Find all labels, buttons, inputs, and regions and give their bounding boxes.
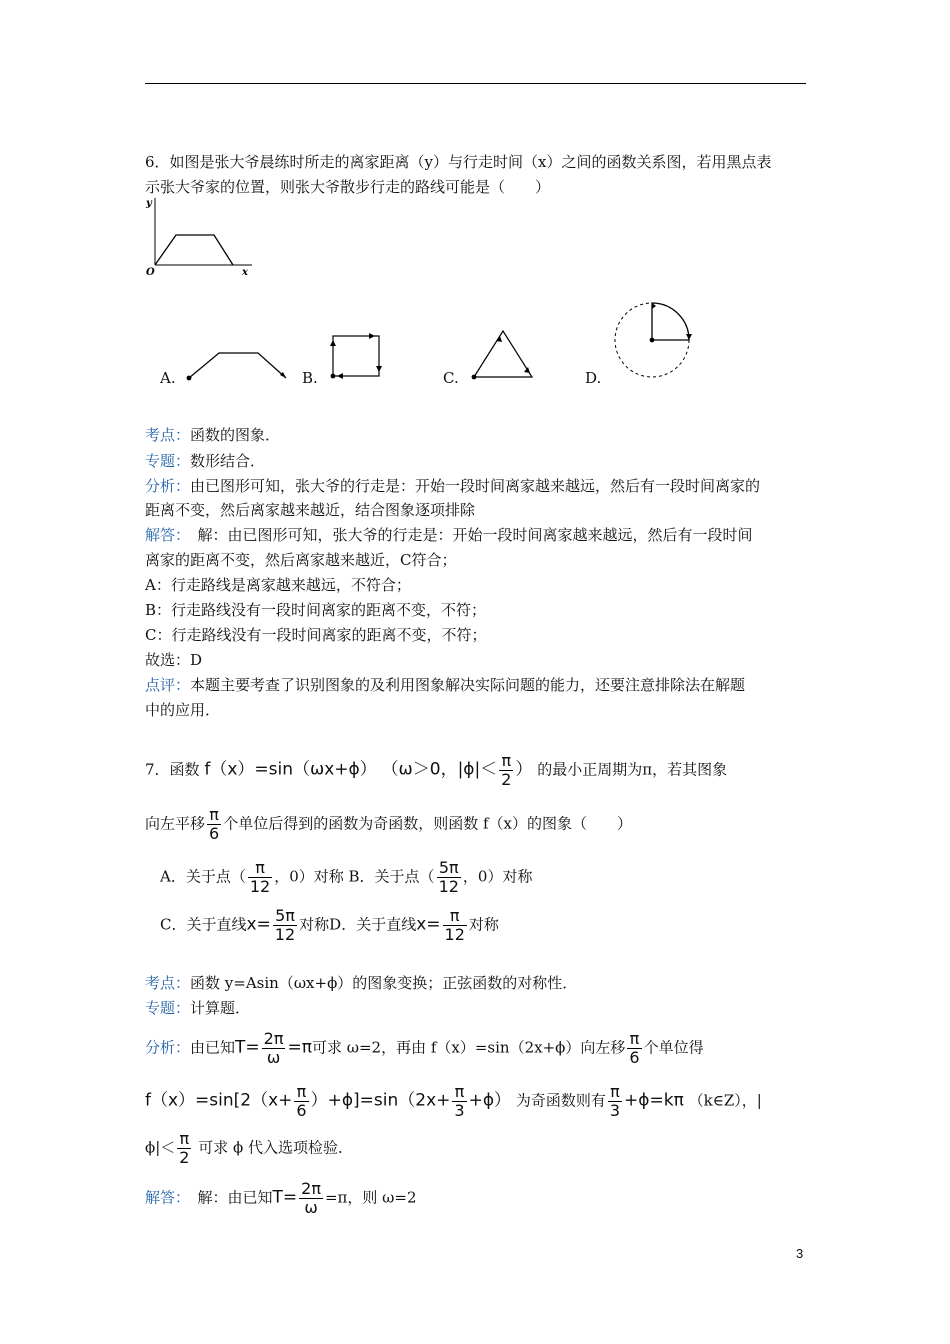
q6-kaodian-label: 考点： <box>145 426 191 444</box>
graph-origin-label: O <box>146 267 155 278</box>
q6-dianping <box>145 675 745 695</box>
header-rule <box>145 83 806 84</box>
2pi-over-omega: $\frac{2\pi}{\omega}$ <box>301 1179 321 1217</box>
q7-jieda-line <box>145 1180 417 1217</box>
q7-kaodian <box>145 973 577 993</box>
f2-f: （k∈Z），| <box>688 1091 762 1110</box>
q7-zhuanti-label: 专题： <box>145 999 191 1017</box>
q7-fenxi-line1 <box>145 1030 704 1067</box>
q7-stem-line2 <box>145 806 632 843</box>
page-number: 3 <box>796 1246 804 1261</box>
q7-cond: （ω＞0，|ϕ|＜ <box>381 759 498 780</box>
q6-dianping-text1: 本题主要考查了识别图象的及利用图象解决实际问题的能力，还要注意排除法在解题 <box>190 676 746 694</box>
f2-e: +ϕ=kπ <box>624 1090 684 1111</box>
q7-option-c-end: 对称 <box>299 915 330 934</box>
T-eq: T= <box>235 1037 260 1058</box>
q7-option-d: D．关于直线 <box>329 915 417 934</box>
q6-option-a-label: A. <box>160 369 176 387</box>
q7-line2-b: 个单位后得到的函数为奇函数，则函数 f（x）的图象（ ） <box>223 814 632 833</box>
q6-fenxi-text1: 由已图形可知，张大爷的行走是：开始一段时间离家越来越远，然后有一段时间离家的 <box>190 477 761 495</box>
pi-over-6: $\frac{\pi}{6}$ <box>296 1082 307 1120</box>
q7-cond-end: ） <box>515 759 533 780</box>
q7-fenxi-line3 <box>145 1130 353 1167</box>
q7-option-a-end: ，0）对称 <box>274 867 344 886</box>
q7-options-cd <box>160 907 499 944</box>
q6-option-a-route <box>186 345 290 385</box>
q7-fenxi-line2 <box>145 1083 762 1120</box>
q7-option-a: A．关于点（ <box>160 867 246 886</box>
q6-jieda-text6: 故选：D <box>145 651 203 669</box>
f2-c: +ϕ） <box>468 1090 512 1111</box>
2pi-over-omega: $\frac{2\pi}{\omega}$ <box>263 1029 284 1067</box>
q7-option-b: B．关于点（ <box>348 867 435 886</box>
q7-stem-line1 <box>145 752 727 789</box>
q6-distance-time-graph <box>140 195 255 280</box>
q6-fenxi <box>145 476 760 496</box>
x-eq: x= <box>246 914 271 935</box>
T-eq: T= <box>272 1187 298 1208</box>
q6-jieda-text1: 解：由已图形可知，张大爷的行走是：开始一段时间离家越来越远，然后有一段时间 <box>182 526 753 544</box>
q7-jieda-b: =π，则 ω=2 <box>324 1188 417 1207</box>
5pi-over-12: $\frac{5\pi}{12}$ <box>438 858 459 896</box>
q7-zhuanti-text: 计算题． <box>190 999 251 1017</box>
f3-a: ϕ|＜ <box>145 1138 176 1157</box>
q7-fenxi-a: 由已知 <box>190 1038 236 1057</box>
graph-x-label: x <box>242 267 248 278</box>
q7-kaodian-text: 函数 y=Asin（ωx+ϕ）的图象变换；正弦函数的对称性． <box>190 974 578 992</box>
q7-jieda-label: 解答： <box>145 1188 183 1207</box>
q6-kaodian-text: 函数的图象． <box>190 426 281 444</box>
pi-over-2: $\frac{\pi}{2}$ <box>501 751 512 789</box>
q6-option-c-label: C. <box>443 369 459 387</box>
q6-jieda-text3: A：行走路线是离家越来越远，不符合； <box>145 576 411 594</box>
q6-zhuanti-label: 专题： <box>145 452 191 470</box>
q6-jieda <box>145 525 753 545</box>
q6-zhuanti <box>145 451 265 471</box>
5pi-over-12: $\frac{5\pi}{12}$ <box>274 906 296 944</box>
q6-zhuanti-text: 数形结合． <box>190 452 266 470</box>
q6-option-b-route <box>328 332 384 382</box>
q7-fenxi-c: 个单位得 <box>643 1038 704 1057</box>
pi-over-2: $\frac{\pi}{2}$ <box>179 1129 190 1167</box>
q6-jieda-text2: 离家的距离不变，然后离家越来越近，C符合； <box>145 551 457 569</box>
q6-jieda-text5: C：行走路线没有一段时间离家的距离不变，不符； <box>145 626 487 644</box>
q7-prefix: 7．函数 <box>145 760 200 779</box>
pi-over-12: $\frac{\pi}{12}$ <box>249 858 271 896</box>
q7-zhuanti <box>145 998 250 1018</box>
q6-dianping-text2: 中的应用． <box>145 701 221 719</box>
q6-jieda-text4: B：行走路线没有一段时间离家的距离不变，不符； <box>145 601 487 619</box>
graph-y-label: y <box>146 198 152 209</box>
eq-pi: =π <box>287 1037 312 1058</box>
q6-kaodian <box>145 425 280 445</box>
q7-func: f（x）=sin（ωx+ϕ） <box>204 759 377 780</box>
f2-a: f（x）=sin[2（x+ <box>145 1090 293 1111</box>
q7-line2-a: 向左平移 <box>145 814 206 833</box>
q7-kaodian-label: 考点： <box>145 974 191 992</box>
q6-dianping-label: 点评： <box>145 676 191 694</box>
q6-option-b-label: B. <box>302 369 318 387</box>
q7-option-c: C．关于直线 <box>160 915 247 934</box>
q6-fenxi-label: 分析： <box>145 477 191 495</box>
f2-b: ）+ϕ]=sin（2x+ <box>310 1090 451 1111</box>
pi-over-6: $\frac{\pi}{6}$ <box>629 1029 640 1067</box>
q7-stem-end: 的最小正周期为π，若其图象 <box>537 760 728 779</box>
pi-over-12: $\frac{\pi}{12}$ <box>444 906 465 944</box>
q6-stem-line1: 6．如图是张大爷晨练时所走的离家距离（y）与行走时间（x）之间的函数关系图，若用黑点表 <box>145 153 772 171</box>
x-eq: x= <box>416 914 441 935</box>
pi-over-3: $\frac{\pi}{3}$ <box>609 1082 621 1120</box>
q6-stem-line2: 示张大爷家的位置，则张大爷散步行走的路线可能是（ ） <box>145 178 551 196</box>
q6-option-d-route <box>610 298 694 382</box>
q6-option-d-label: D. <box>585 369 602 387</box>
q7-fenxi-label: 分析： <box>145 1038 191 1057</box>
pi-over-3: $\frac{\pi}{3}$ <box>454 1082 465 1120</box>
f3-b: 可求 ϕ 代入选项检验． <box>198 1138 354 1157</box>
q6-fenxi-text2: 距离不变，然后离家越来越近，结合图象逐项排除 <box>145 501 476 519</box>
q7-option-d-end: 对称 <box>468 915 499 934</box>
q6-option-c-route <box>468 325 538 383</box>
q7-option-b-end: ，0）对称 <box>462 867 533 886</box>
q7-options-ab <box>160 859 532 896</box>
q7-jieda-a: 解：由已知 <box>182 1188 273 1207</box>
q6-jieda-label: 解答： <box>145 526 183 544</box>
q7-fenxi-b: 可求 ω=2，再由 f（x）=sin（2x+ϕ）向左移 <box>311 1038 626 1057</box>
f2-d: 为奇函数则有 <box>515 1091 606 1110</box>
pi-over-6: $\frac{\pi}{6}$ <box>209 805 220 843</box>
